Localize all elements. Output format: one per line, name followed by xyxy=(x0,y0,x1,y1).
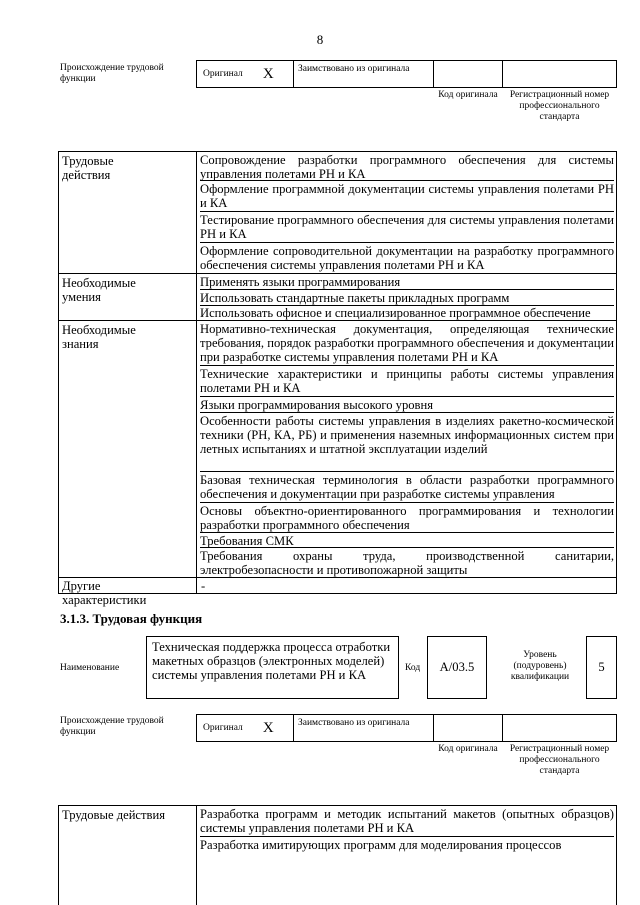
origin-code-caption: Код оригинала xyxy=(438,744,498,754)
knowledge-top-line xyxy=(196,320,617,321)
origin-borrowed-cell: Заимствовано из оригинала xyxy=(293,714,434,742)
name-value: Техническая поддержка процесса отработки макетных образцов (электронных моделей) системы управления полетами РН и КА xyxy=(146,636,399,699)
origin-code-caption: Код оригинала xyxy=(438,90,498,100)
origin-reg-caption: Регистрационный номер профессионального стандарта xyxy=(509,744,610,776)
level-label: Уровень (подуровень) квалификации xyxy=(510,650,570,682)
code-label: Код xyxy=(405,663,421,673)
table-2-left-border xyxy=(58,805,59,905)
table-1-bottom-border xyxy=(58,593,617,594)
name-label: Наименование xyxy=(60,663,120,673)
table-1-sep-knowledge xyxy=(58,320,197,321)
labor-actions-label-2: Трудовые действия xyxy=(62,808,166,822)
table-2-right-border xyxy=(616,805,617,905)
labor-action-3: Тестирование программного обеспечения для системы управления полетами РН и КА xyxy=(200,213,614,242)
knowledge-6: Основы объектно-ориентированного программирования и технологии разработки программного обеспечения xyxy=(200,504,614,533)
table-1-right-border xyxy=(616,151,617,593)
table-1-top-border xyxy=(58,151,617,152)
skills-top-line xyxy=(196,273,617,274)
origin-code-cell xyxy=(433,714,503,742)
knowledge-label: Необходимые знания xyxy=(62,323,136,352)
table-2-col-divider xyxy=(196,805,197,905)
knowledge-5: Базовая техническая терминология в области разработки программного обеспечения и документации при разработке системы управления xyxy=(200,473,614,502)
table-1-left-border xyxy=(58,151,59,593)
knowledge-4: Особенности работы системы управления в изделиях ракетно-космической техники (РН, КА, РБ) и применения наземных информационных систем при летных испытаниях и штатной эксплуатации изделий xyxy=(200,414,614,472)
origin-original-mark: X xyxy=(262,719,274,736)
other-label: Другие характеристики xyxy=(62,579,147,608)
knowledge-1: Нормативно-техническая документация, определяющая технические требования, порядок разработки программного обеспечения и документации при разработке системы управления полетами РН и КА xyxy=(200,322,614,365)
origin-original-text: Оригинал xyxy=(203,722,243,733)
other-value: - xyxy=(201,579,206,593)
origin-original-text: Оригинал xyxy=(203,68,243,79)
labor-action-2-1: Разработка программ и методик испытаний макетов (опытных образцов) системы управления полетами РН и КА xyxy=(200,807,614,836)
table-2-top-border xyxy=(58,805,617,806)
labor-action-2-2: Разработка имитирующих программ для моделирования процессов xyxy=(200,838,562,852)
skills-label: Необходимые умения xyxy=(62,276,136,305)
origin-original-cell xyxy=(196,714,294,742)
labor-action-4: Оформление сопроводительной документации на разработку программного обеспечения системы управления полетами РН и КА xyxy=(200,244,614,273)
labor-action-2: Оформление программной документации системы управления полетами РН и КА xyxy=(200,182,614,211)
origin-reg-cell xyxy=(502,714,617,742)
origin-code-cell xyxy=(433,60,503,88)
labor-action-1: Сопровождение разработки программного обеспечения для системы управления полетами РН и КА xyxy=(200,153,614,182)
page-number: 8 xyxy=(316,32,324,47)
other-top-line xyxy=(196,577,617,578)
knowledge-7: Требования СМК xyxy=(200,534,614,548)
knowledge-8: Требования охраны труда, производственной санитарии, электробезопасности и противопожарной защиты xyxy=(200,549,614,578)
origin-borrowed-cell: Заимствовано из оригинала xyxy=(293,60,434,88)
code-value: A/03.5 xyxy=(427,636,487,699)
table-1-col-divider xyxy=(196,151,197,593)
level-value: 5 xyxy=(586,636,617,699)
labor-actions-label: Трудовые действия xyxy=(62,154,114,183)
knowledge-2: Технические характеристики и принципы работы системы управления полетами РН и КА xyxy=(200,367,614,396)
origin-label: Происхождение трудовой функции xyxy=(60,63,164,84)
origin-original-mark: X xyxy=(262,65,274,82)
skill-2: Использовать стандартные пакеты прикладных программ xyxy=(200,291,614,306)
table-1-sep-other xyxy=(58,577,197,578)
table-1-sep-skills xyxy=(58,273,197,274)
section-heading: 3.1.3. Трудовая функция xyxy=(60,611,203,626)
origin-label: Происхождение трудовой функции xyxy=(60,716,164,737)
origin-original-cell xyxy=(196,60,294,88)
skill-1: Применять языки программирования xyxy=(200,275,614,290)
origin-reg-caption: Регистрационный номер профессионального стандарта xyxy=(509,90,610,122)
origin-reg-cell xyxy=(502,60,617,88)
knowledge-3: Языки программирования высокого уровня xyxy=(200,398,614,413)
skill-3: Использовать офисное и специализированное программное обеспечение xyxy=(200,306,591,320)
